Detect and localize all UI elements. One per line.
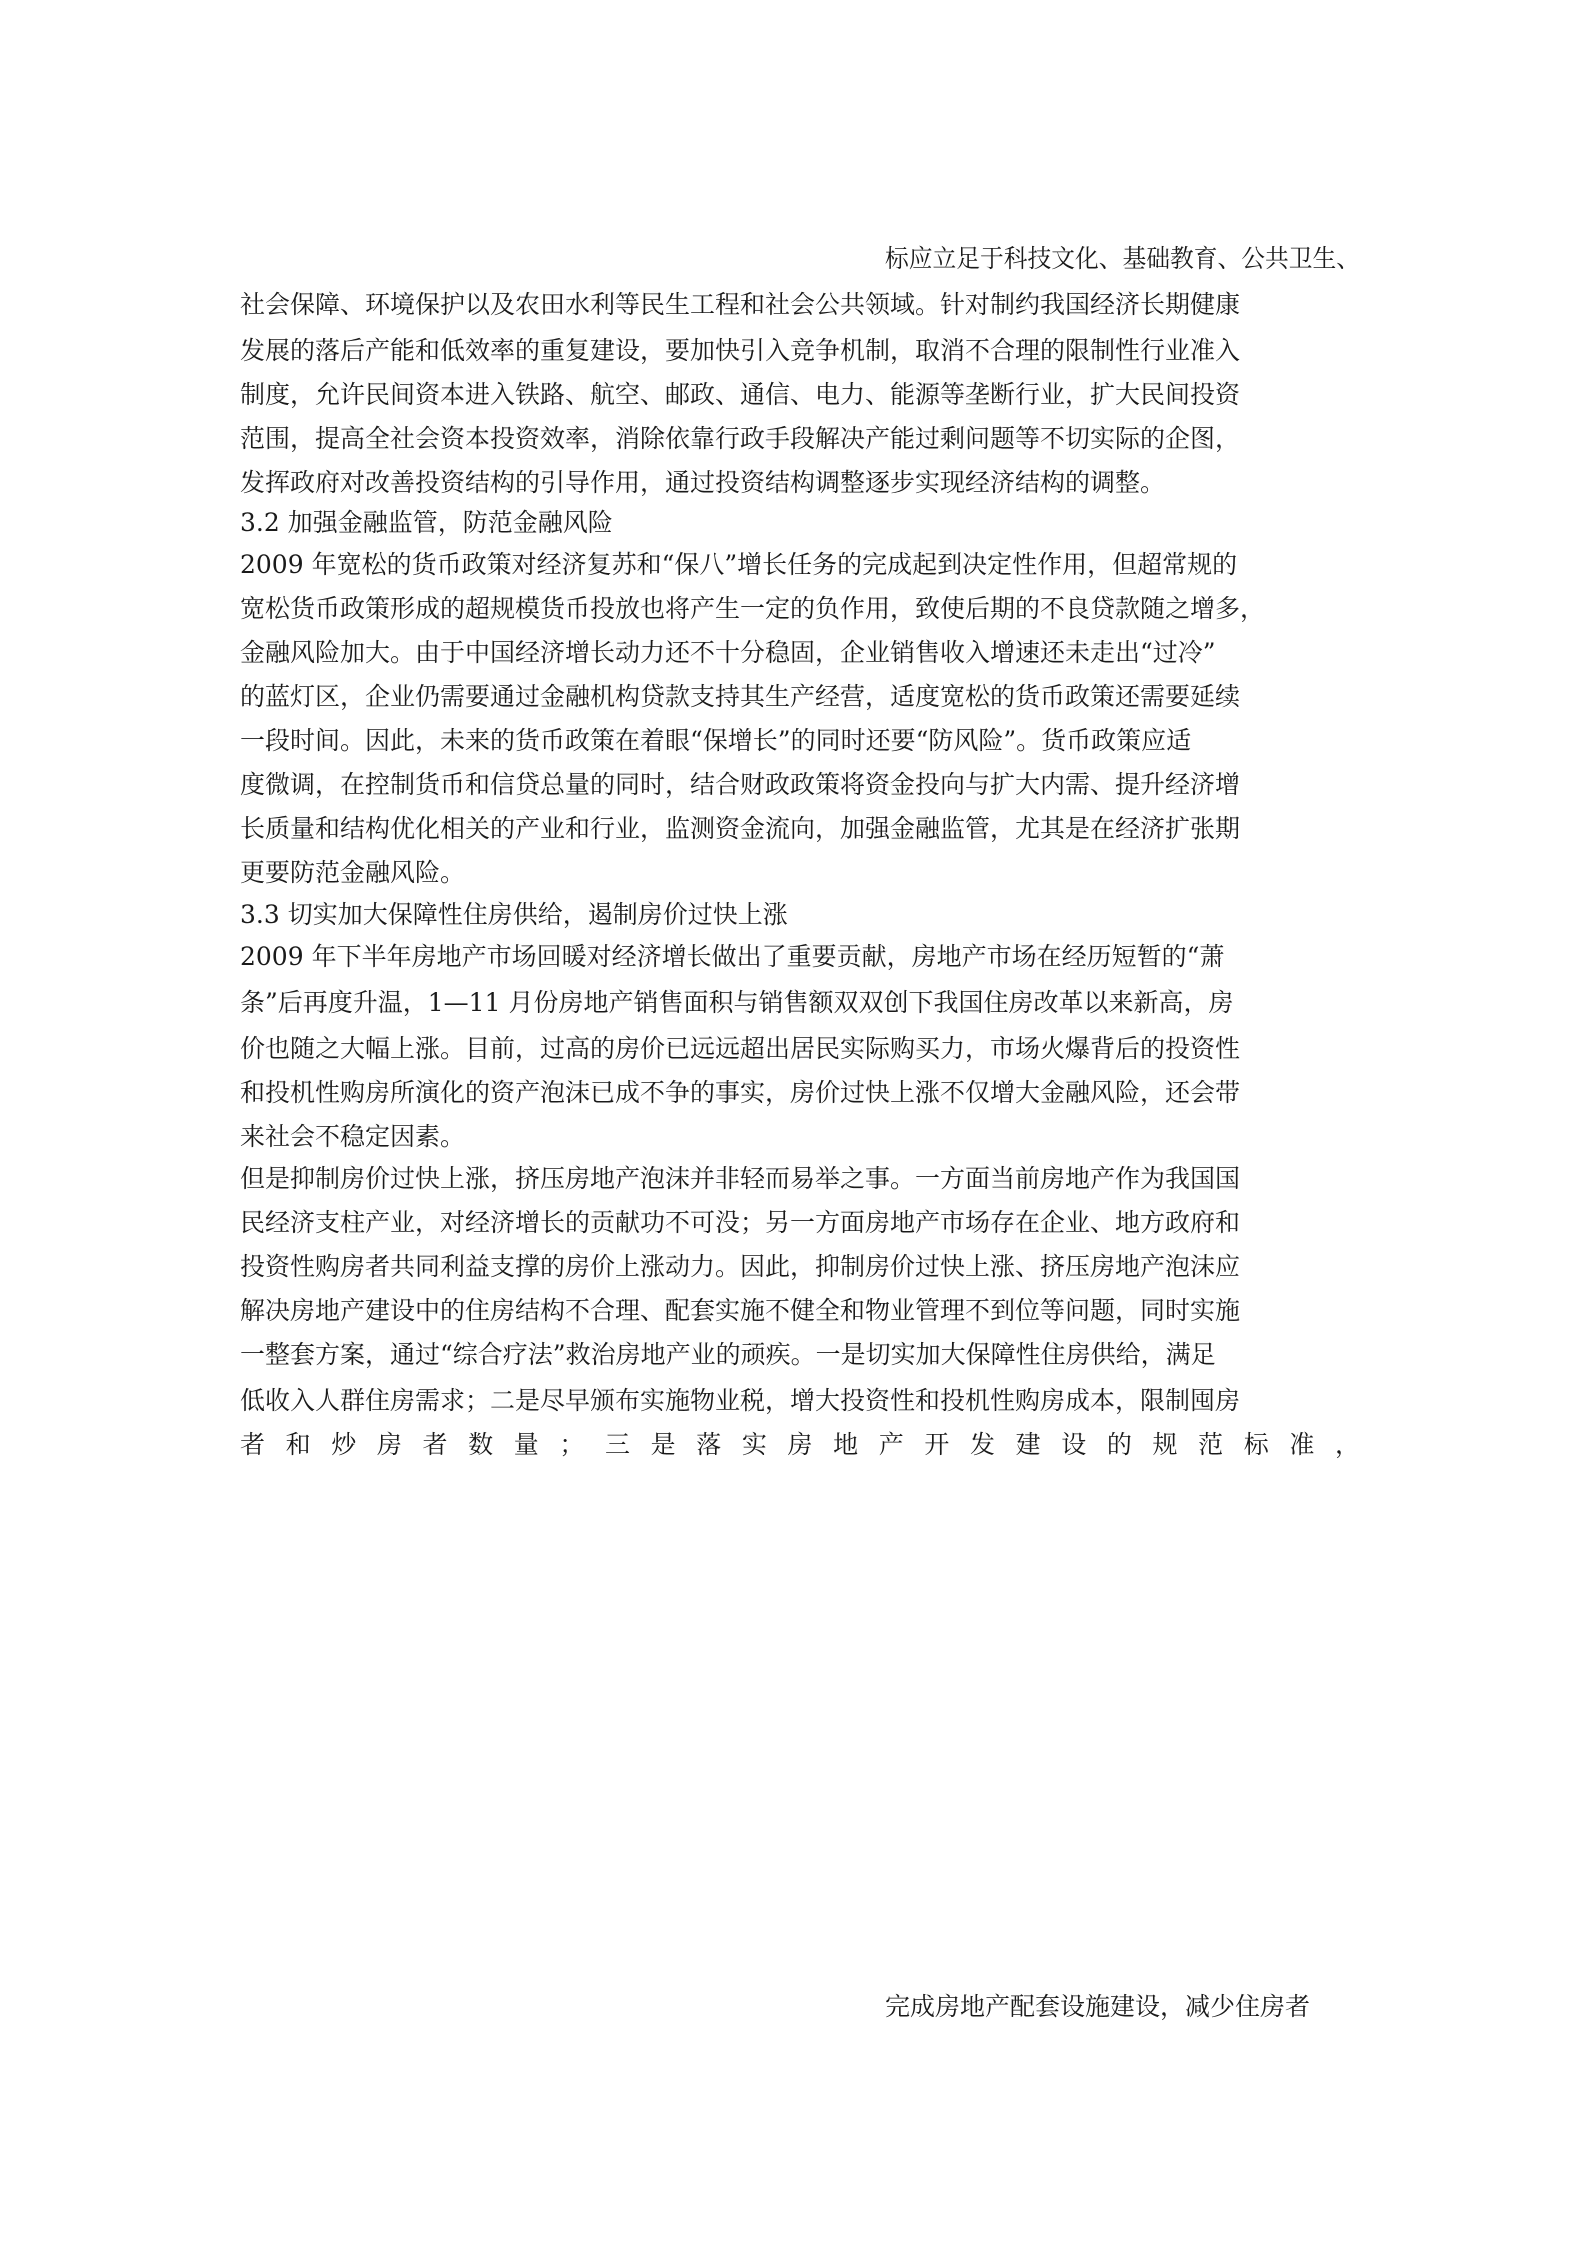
text-line: 宽松货币政策形成的超规模货币投放也将产生一定的负作用，致使后期的不良贷款随之增多，: [240, 594, 1266, 623]
text-line: 完成房地产配套设施建设，减少住房者: [885, 1992, 1311, 2021]
text-line: 和投机性购房所演化的资产泡沫已成不争的事实，房价过快上涨不仅增大金融风险，还会带: [240, 1078, 1241, 1107]
text-line: 长质量和结构优化相关的产业和行业，监测资金流向，加强金融监管，尤其是在经济扩张期: [240, 814, 1241, 843]
text-line: 一段时间。因此，未来的货币政策在着眼“保增长”的同时还要“防风险”。货币政策应适: [240, 726, 1192, 755]
text-line: 但是抑制房价过快上涨，挤压房地产泡沫并非轻而易举之事。一方面当前房地产作为我国国: [240, 1164, 1241, 1193]
text-line: 金融风险加大。由于中国经济增长动力还不十分稳固，企业销售收入增速还未走出“过冷”: [240, 638, 1216, 667]
text-line: 度微调，在控制货币和信贷总量的同时，结合财政政策将资金投向与扩大内需、提升经济增: [240, 770, 1241, 799]
text-line: 发挥政府对改善投资结构的引导作用，通过投资结构调整逐步实现经济结构的调整。: [240, 468, 1166, 497]
text-line: 来社会不稳定因素。: [240, 1122, 466, 1151]
text-line: 条”后再度升温，1—11 月份房地产销售面积与销售额双双创下我国住房改革以来新高，房: [240, 988, 1234, 1017]
text-line: 者和炒房者数量；三是落实房地产开发建设的规范标准，: [240, 1430, 1381, 1459]
text-line: 制度，允许民间资本进入铁路、航空、邮政、通信、电力、能源等垄断行业，扩大民间投资: [240, 380, 1241, 409]
text-line: 的蓝灯区，企业仍需要通过金融机构贷款支持其生产经营，适度宽松的货币政策还需要延续: [240, 682, 1241, 711]
text-line: 投资性购房者共同利益支撑的房价上涨动力。因此，抑制房价过快上涨、挤压房地产泡沫应: [240, 1252, 1241, 1281]
text-line: 范围，提高全社会资本投资效率，消除依靠行政手段解决产能过剩问题等不切实际的企图，: [240, 424, 1241, 453]
text-line: 民经济支柱产业，对经济增长的贡献功不可没；另一方面房地产市场存在企业、地方政府和: [240, 1208, 1241, 1237]
section-heading-3-2: 3.2 加强金融监管，防范金融风险: [240, 508, 613, 537]
text-line: 一整套方案，通过“综合疗法”救治房地产业的顽疾。一是切实加大保障性住房供给，满足: [240, 1340, 1216, 1369]
text-line: 标应立足于科技文化、基础教育、公共卫生、: [885, 244, 1361, 273]
section-heading-3-3: 3.3 切实加大保障性住房供给，遏制房价过快上涨: [240, 900, 788, 929]
text-line: 低收入人群住房需求；二是尽早颁布实施物业税，增大投资性和投机性购房成本，限制囤房: [240, 1386, 1241, 1415]
text-line: 2009 年宽松的货币政策对经济复苏和“保八”增长任务的完成起到决定性作用，但超常规的: [240, 550, 1238, 579]
text-line: 更要防范金融风险。: [240, 858, 466, 887]
text-line: 价也随之大幅上涨。目前，过高的房价已远远超出居民实际购买力，市场火爆背后的投资性: [240, 1034, 1241, 1063]
text-line: 社会保障、环境保护以及农田水利等民生工程和社会公共领域。针对制约我国经济长期健康: [240, 290, 1241, 319]
text-line: 解决房地产建设中的住房结构不合理、配套实施不健全和物业管理不到位等问题，同时实施: [240, 1296, 1241, 1325]
text-line: 发展的落后产能和低效率的重复建设，要加快引入竞争机制，取消不合理的限制性行业准入: [240, 336, 1241, 365]
text-line: 2009 年下半年房地产市场回暖对经济增长做出了重要贡献，房地产市场在经历短暂的“萧: [240, 942, 1225, 971]
